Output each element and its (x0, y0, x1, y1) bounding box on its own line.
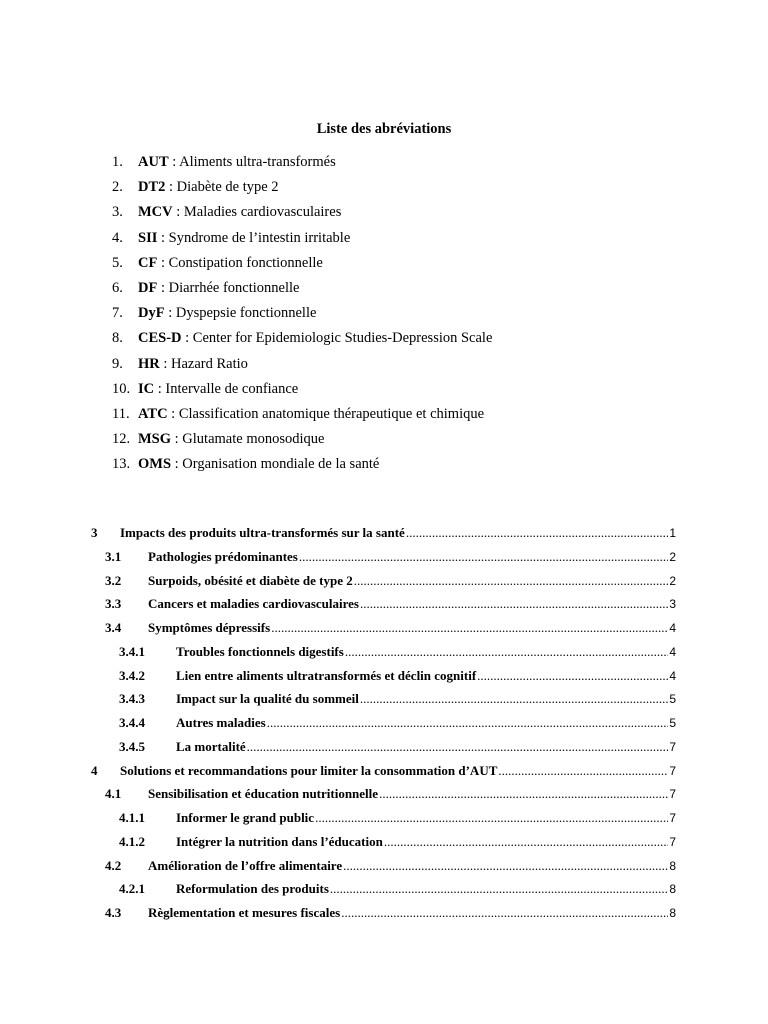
abbreviation-item (112, 354, 492, 379)
abbreviation-code: OMS (138, 456, 172, 473)
abbreviation-item (112, 303, 492, 328)
toc-entry-number: 3.2 (105, 572, 122, 588)
toc-dot-leader (267, 712, 669, 734)
toc-entry[interactable] (119, 688, 676, 710)
abbreviation-definition: : Intervalle de confiance (154, 380, 299, 397)
toc-entry-title: Informer le grand public (176, 810, 315, 825)
abbreviation-item (112, 379, 492, 404)
abbreviation-definition: : Syndrome de l’intestin irritable (157, 229, 351, 246)
abbreviation-item (112, 202, 492, 227)
toc-dot-leader (343, 855, 668, 877)
toc-entry[interactable] (119, 831, 676, 853)
abbreviation-number: 11. (112, 405, 130, 422)
toc-entry-page-number: 7 (669, 763, 676, 778)
abbreviation-item (112, 454, 492, 479)
abbreviation-definition: : Aliments ultra-transformés (168, 154, 336, 170)
toc-dot-leader (360, 688, 668, 710)
toc-entry-number: 3.4.3 (119, 691, 145, 707)
abbreviation-item (112, 278, 492, 303)
toc-entry-title: Solutions et recommandations pour limiter la consommation d’AUT (120, 762, 498, 778)
abbreviation-code: CES-D (138, 330, 182, 347)
toc-entry-page-number: 7 (669, 834, 676, 849)
abbreviation-code: DF (138, 279, 158, 296)
abbreviation-number: 2. (112, 179, 123, 196)
toc-entry-number: 3.3 (105, 596, 122, 612)
toc-dot-leader (498, 760, 668, 782)
toc-entry[interactable] (119, 807, 676, 829)
toc-entry-title: Impact sur la qualité du sommeil (176, 691, 359, 707)
toc-entry-number: 4.1.1 (119, 810, 145, 825)
toc-entry-page-number: 8 (669, 858, 676, 873)
toc-dot-leader (360, 593, 668, 615)
toc-entry-page-number: 5 (669, 716, 676, 730)
abbreviation-definition: : Dyspepsie fonctionnelle (164, 305, 317, 322)
abbreviation-definition: : Classification anatomique thérapeutique et chimique (167, 405, 485, 422)
toc-dot-leader (341, 902, 668, 924)
abbreviation-item (112, 404, 492, 429)
abbreviation-item (112, 328, 492, 353)
toc-entry-title: Surpoids, obésité et diabète de type 2 (148, 572, 353, 588)
toc-entry-number: 4.1 (105, 786, 122, 802)
toc-entry-number: 3.4.2 (119, 667, 145, 683)
abbreviation-definition: : Center for Epidemiologic Studies-Depression Scale (181, 330, 493, 347)
toc-entry-page-number: 7 (669, 787, 676, 802)
abbreviation-code: CF (138, 254, 158, 271)
abbreviation-code: IC (138, 380, 155, 397)
toc-entry[interactable] (105, 570, 676, 592)
toc-entry-page-number: 3 (669, 597, 676, 612)
abbreviation-code: AUT (138, 154, 169, 170)
toc-entry[interactable] (119, 641, 676, 663)
toc-dot-leader (330, 878, 668, 900)
abbreviation-item (112, 429, 492, 454)
toc-entry-number: 4.3 (105, 905, 122, 920)
abbreviation-code: MSG (138, 431, 172, 448)
toc-entry-number: 4 (91, 762, 98, 778)
toc-entry-page-number: 1 (669, 526, 676, 540)
abbreviation-item (112, 177, 492, 202)
toc-dot-leader (247, 736, 669, 758)
abbreviation-definition: : Diabète de type 2 (165, 179, 279, 196)
toc-entry-title: Amélioration de l’offre alimentaire (148, 857, 343, 873)
toc-entry-number: 3.4.4 (119, 715, 145, 730)
toc-entry[interactable] (119, 736, 676, 758)
toc-entry-title: Cancers et maladies cardiovasculaires (148, 596, 359, 612)
abbreviation-number: 5. (112, 254, 123, 271)
toc-entry[interactable] (119, 712, 676, 734)
abbreviations-list (112, 152, 492, 479)
toc-dot-leader (345, 641, 668, 663)
toc-entry-title: Autres maladies (176, 715, 266, 730)
toc-entry-number: 3 (91, 525, 98, 540)
toc-entry[interactable] (119, 665, 676, 687)
toc-entry-title: Règlementation et mesures fiscales (148, 905, 341, 920)
abbreviation-code: HR (138, 355, 160, 372)
toc-dot-leader (299, 546, 668, 568)
toc-entry[interactable] (105, 593, 676, 615)
abbreviation-definition: : Glutamate monosodique (171, 431, 325, 448)
toc-entry-page-number: 4 (669, 621, 676, 635)
toc-entry-page-number: 7 (669, 739, 676, 754)
toc-entry[interactable] (105, 902, 676, 924)
toc-entry-number: 4.1.2 (119, 833, 145, 849)
toc-entry-number: 3.4.5 (119, 738, 145, 754)
abbreviation-number: 9. (112, 355, 123, 372)
toc-dot-leader (477, 665, 668, 687)
toc-entry-number: 3.1 (105, 548, 122, 564)
abbreviation-number: 12. (112, 431, 131, 448)
abbreviation-number: 3. (112, 204, 123, 221)
abbreviation-definition: : Constipation fonctionnelle (157, 254, 323, 271)
abbreviation-number: 1. (112, 154, 123, 170)
abbreviations-title: Liste des abréviations (316, 121, 452, 137)
abbreviation-code: MCV (138, 204, 173, 221)
abbreviation-item (112, 152, 492, 177)
toc-entry-title: Troubles fonctionnels digestifs (176, 643, 344, 659)
abbreviation-definition: : Organisation mondiale de la santé (171, 456, 380, 473)
toc-entry-page-number: 5 (669, 692, 676, 707)
abbreviation-item (112, 253, 492, 278)
toc-entry-page-number: 7 (669, 811, 676, 825)
toc-entry-number: 4.2 (105, 857, 122, 873)
toc-entry[interactable] (105, 617, 676, 639)
toc-entry-title: Impacts des produits ultra-transformés sur la santé (120, 525, 405, 540)
abbreviation-number: 4. (112, 229, 123, 246)
toc-entry-title: Sensibilisation et éducation nutritionnelle (148, 786, 379, 802)
abbreviation-number: 8. (112, 330, 123, 347)
abbreviation-number: 6. (112, 279, 123, 296)
abbreviation-code: SII (138, 229, 158, 246)
toc-dot-leader (271, 617, 668, 639)
toc-entry[interactable] (105, 783, 676, 805)
toc-entry-page-number: 8 (669, 906, 676, 920)
toc-entry-title: Intégrer la nutrition dans l’éducation (176, 833, 383, 849)
abbreviation-code: ATC (138, 405, 168, 422)
toc-dot-leader (384, 831, 668, 853)
toc-dot-leader (406, 522, 669, 544)
toc-entry-page-number: 4 (669, 644, 676, 659)
toc-entry[interactable] (105, 855, 676, 877)
abbreviation-number: 13. (112, 456, 131, 473)
toc-entry[interactable] (105, 546, 676, 568)
abbreviation-number: 7. (112, 305, 123, 322)
toc-entry-title: Reformulation des produits (176, 881, 329, 897)
abbreviation-number: 10. (112, 380, 131, 397)
toc-entry-number: 3.4.1 (119, 643, 145, 659)
toc-dot-leader (354, 570, 669, 592)
toc-entry[interactable] (119, 878, 676, 900)
toc-entry-page-number: 4 (669, 668, 676, 683)
toc-entry[interactable] (91, 522, 676, 544)
toc-entry-page-number: 2 (669, 573, 676, 588)
abbreviation-code: DT2 (138, 179, 166, 196)
toc-entry-page-number: 8 (669, 882, 676, 897)
abbreviation-code: DyF (138, 305, 165, 322)
toc-entry-number: 3.4 (105, 620, 122, 635)
abbreviation-definition: : Maladies cardiovasculaires (172, 204, 342, 221)
toc-dot-leader (379, 783, 668, 805)
toc-entry[interactable] (91, 760, 676, 782)
toc-entry-title: Lien entre aliments ultratransformés et déclin cognitif (176, 667, 477, 683)
abbreviation-item (112, 228, 492, 253)
toc-entry-page-number: 2 (669, 549, 676, 564)
toc-entry-title: Pathologies prédominantes (148, 548, 298, 564)
toc-dot-leader (315, 807, 668, 829)
abbreviation-definition: : Hazard Ratio (159, 355, 248, 372)
toc-entry-title: Symptômes dépressifs (148, 620, 271, 635)
toc-entry-number: 4.2.1 (119, 881, 145, 897)
toc-entry-title: La mortalité (176, 738, 246, 754)
abbreviation-definition: : Diarrhée fonctionnelle (157, 279, 300, 296)
